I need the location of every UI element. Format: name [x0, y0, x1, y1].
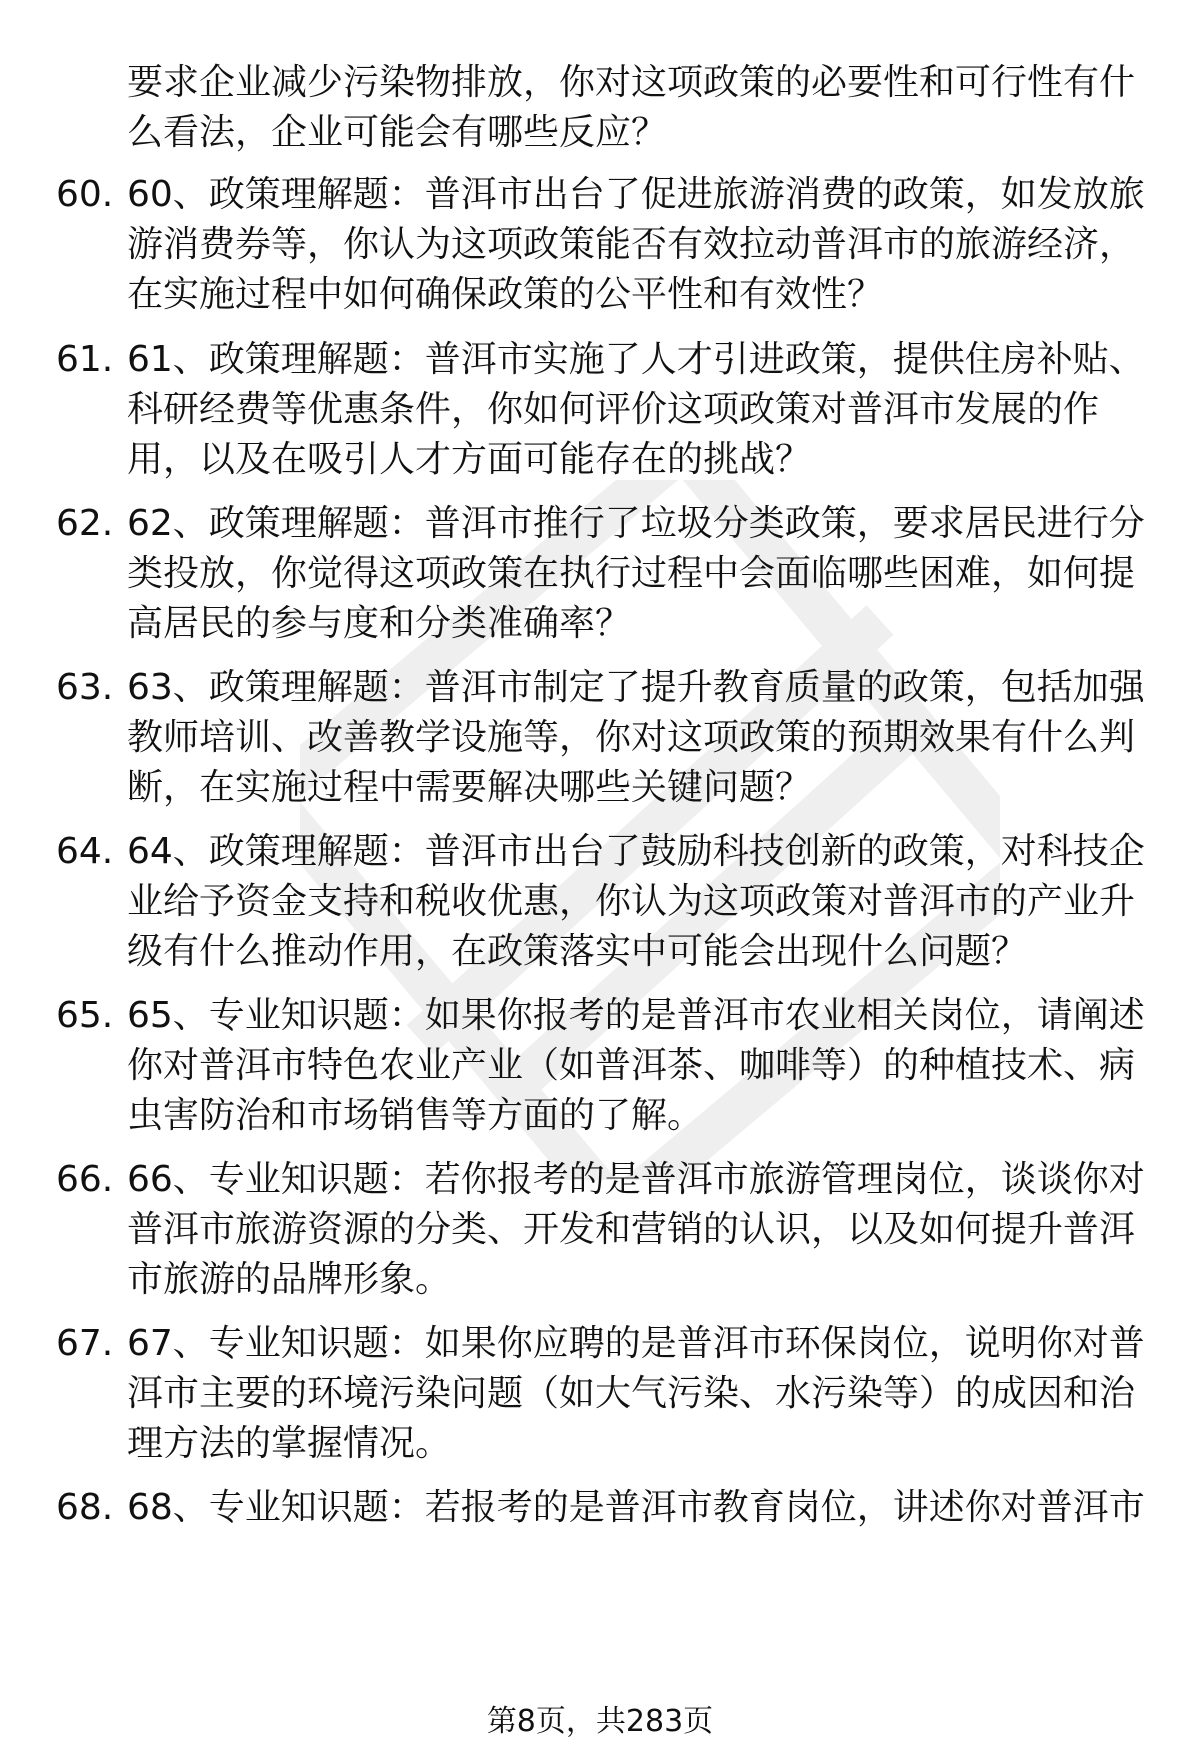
question-text: 68、专业知识题：若报考的是普洱市教育岗位，讲述你对普洱市 [127, 1487, 1145, 1528]
question-text: 64、政策理解题：普洱市出台了鼓励科技创新的政策，对科技企业给予资金支持和税收优惠，你认为这项政策对普洱市的产业升级有什么推动作用，在政策落实中可能会出现什么问题？ [127, 831, 1145, 972]
question-number: 60. [56, 174, 114, 215]
question-text: 66、专业知识题：若你报考的是普洱市旅游管理岗位，谈谈你对普洱市旅游资源的分类、开发和营销的认识，以及如何提升普洱市旅游的品牌形象。 [127, 1159, 1145, 1300]
question-text: 61、政策理解题：普洱市实施了人才引进政策，提供住房补贴、科研经费等优惠条件，你如何评价这项政策对普洱市发展的作用，以及在吸引人才方面可能存在的挑战？ [127, 339, 1145, 480]
question-text: 62、政策理解题：普洱市推行了垃圾分类政策，要求居民进行分类投放，你觉得这项政策在执行过程中会面临哪些困难，如何提高居民的参与度和分类准确率？ [127, 503, 1145, 644]
question-text: 60、政策理解题：普洱市出台了促进旅游消费的政策，如发放旅游消费券等，你认为这项政策能否有效拉动普洱市的旅游经济，在实施过程中如何确保政策的公平性和有效性？ [127, 174, 1145, 315]
question-text: 63、政策理解题：普洱市制定了提升教育质量的政策，包括加强教师培训、改善教学设施等，你对这项政策的预期效果有什么判断，在实施过程中需要解决哪些关键问题？ [127, 667, 1145, 808]
question-text: 65、专业知识题：如果你报考的是普洱市农业相关岗位，请阐述你对普洱市特色农业产业（如普洱茶、咖啡等）的种植技术、病虫害防治和市场销售等方面的了解。 [127, 995, 1145, 1136]
question-text: 67、专业知识题：如果你应聘的是普洱市环保岗位，说明你对普洱市主要的环境污染问题（如大气污染、水污染等）的成因和治理方法的掌握情况。 [127, 1323, 1145, 1464]
question-number: 62. [56, 503, 114, 544]
question-number: 64. [56, 831, 114, 872]
question-number: 63. [56, 667, 114, 708]
question-number: 61. [56, 339, 114, 380]
page-footer: 第8页，共283页 [486, 1704, 714, 1739]
question-number: 67. [56, 1323, 114, 1364]
question-number: 68. [56, 1487, 114, 1528]
continuation-text: 要求企业减少污染物排放，你对这项政策的必要性和可行性有什么看法，企业可能会有哪些反应？ [127, 62, 1136, 153]
question-number: 65. [56, 995, 114, 1036]
question-number: 66. [56, 1159, 114, 1200]
